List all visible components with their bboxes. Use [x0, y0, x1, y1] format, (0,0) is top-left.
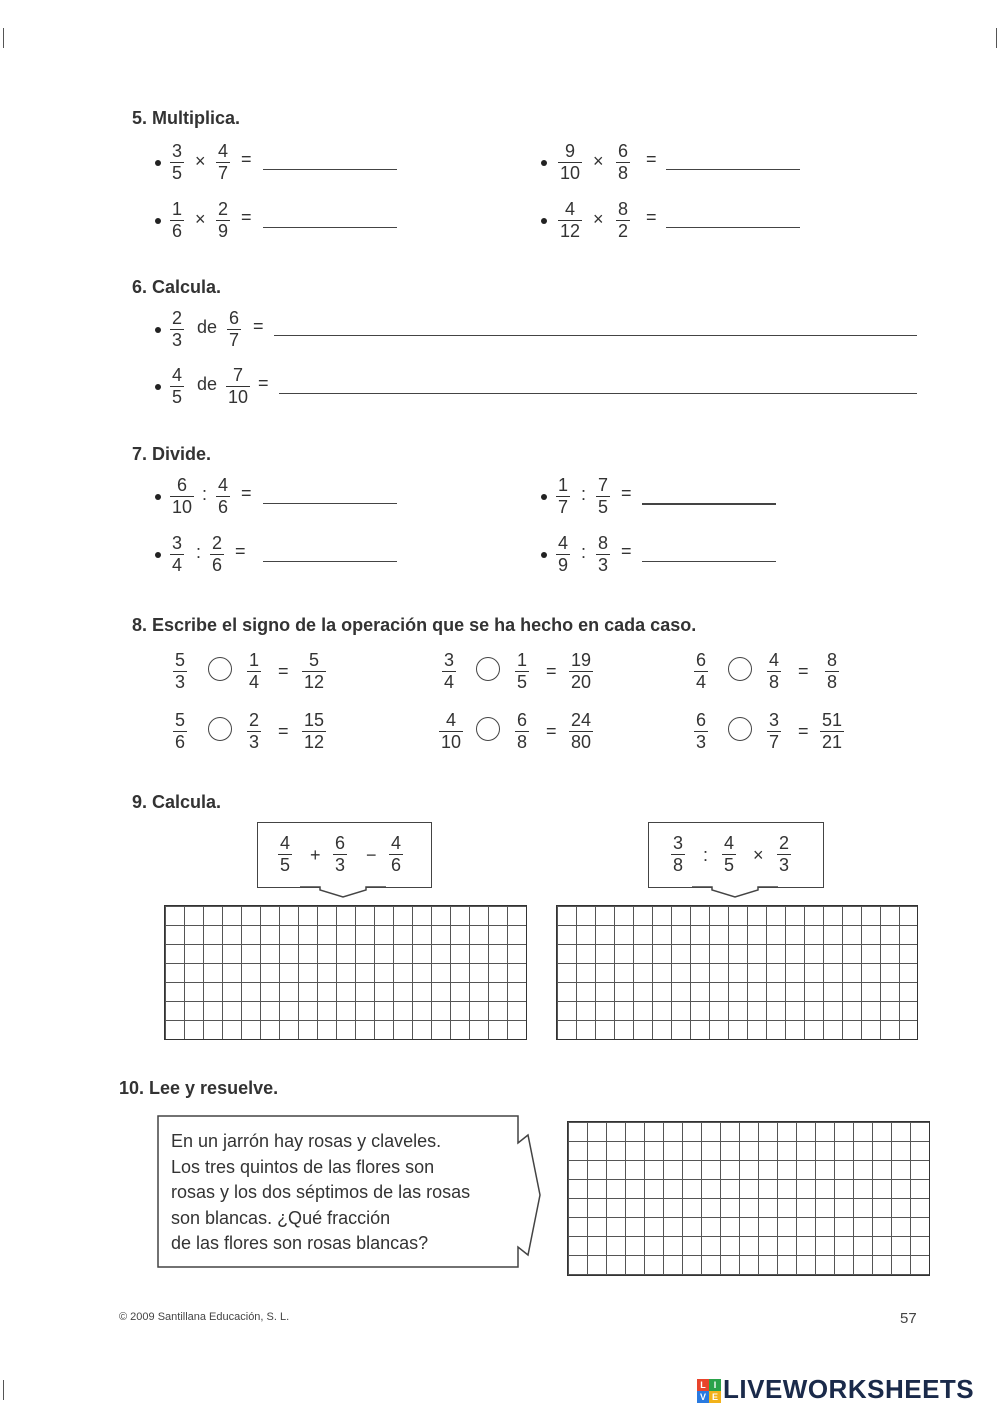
operator: de: [197, 317, 218, 337]
operator: :: [196, 542, 202, 562]
fraction: 4 9: [558, 533, 569, 576]
fraction: 4 10: [441, 710, 462, 753]
operator: ×: [593, 209, 604, 229]
fraction: 51 21: [822, 710, 843, 753]
brand-logo-icon: L I V E: [697, 1379, 721, 1403]
equals-sign: =: [546, 661, 557, 681]
fraction: 2 3: [249, 710, 260, 753]
fraction: 5 3: [175, 650, 186, 693]
fraction: 4 7: [218, 141, 229, 184]
equals-sign: =: [646, 149, 657, 169]
work-grid-left[interactable]: [164, 905, 527, 1040]
fraction: 4 12: [560, 199, 581, 242]
operator: +: [310, 845, 321, 865]
equals-sign: =: [621, 483, 632, 503]
fraction: 2 3: [172, 308, 183, 351]
fraction: 5 6: [175, 710, 186, 753]
answer-line[interactable]: [642, 503, 776, 505]
exercise-5-heading: 5. Multiplica.: [132, 108, 241, 128]
equals-sign: =: [241, 483, 252, 503]
problem-line: de las flores son rosas blancas?: [171, 1233, 429, 1253]
copyright: © 2009 Santillana Educación, S. L.: [119, 1311, 290, 1323]
exercise-7-heading: 7. Divide.: [132, 444, 212, 464]
fraction: 6 10: [172, 475, 193, 518]
operator: :: [202, 484, 208, 504]
operator: ×: [753, 845, 764, 865]
sign-circle[interactable]: [208, 657, 232, 681]
page-number: 57: [900, 1310, 917, 1327]
fraction: 15 12: [304, 710, 325, 753]
brand-name: LIVEWORKSHEETS: [723, 1374, 975, 1404]
answer-line[interactable]: [263, 227, 397, 228]
answer-line[interactable]: [642, 561, 776, 562]
fraction: 6 3: [696, 710, 707, 753]
fraction: 6 7: [229, 308, 240, 351]
sign-circle[interactable]: [728, 717, 752, 741]
fraction: 1 6: [172, 199, 183, 242]
bullet: [541, 218, 547, 224]
fraction: 3 5: [172, 141, 183, 184]
equals-sign: =: [798, 661, 809, 681]
operator: ×: [593, 151, 604, 171]
answer-line[interactable]: [666, 227, 800, 228]
fraction: 9 10: [560, 141, 581, 184]
fraction: 8 2: [618, 199, 629, 242]
sign-circle[interactable]: [208, 717, 232, 741]
exercise-6-heading: 6. Calcula.: [132, 277, 222, 297]
fraction: 3 7: [769, 710, 780, 753]
bullet: [155, 384, 161, 390]
fraction: 6 4: [696, 650, 707, 693]
answer-line[interactable]: [263, 561, 397, 562]
answer-line[interactable]: [274, 335, 917, 336]
problem-text: [171, 1129, 470, 1257]
crop-mark: [996, 28, 997, 48]
problem-line: rosas y los dos séptimos de las rosas: [171, 1182, 471, 1202]
fraction: 7 5: [598, 475, 609, 518]
equals-sign: =: [278, 661, 289, 681]
fraction: 3 4: [172, 533, 183, 576]
fraction: 7 10: [228, 365, 249, 408]
fraction: 6 8: [517, 710, 528, 753]
problem-line: En un jarrón hay rosas y claveles.: [171, 1131, 442, 1151]
operator: ×: [195, 151, 206, 171]
fraction: 19 20: [571, 650, 592, 693]
work-grid-problem[interactable]: [567, 1121, 930, 1276]
bullet: [541, 494, 547, 500]
fraction: 2 3: [779, 833, 790, 876]
operator: −: [366, 845, 377, 865]
fraction: 4 6: [391, 833, 402, 876]
operator: :: [581, 484, 587, 504]
bullet: [155, 494, 161, 500]
equals-sign: =: [241, 149, 252, 169]
exercise-9-heading: 9. Calcula.: [132, 792, 222, 812]
bullet: [155, 552, 161, 558]
bullet: [155, 327, 161, 333]
bullet: [155, 218, 161, 224]
fraction: 4 5: [724, 833, 735, 876]
sign-circle[interactable]: [728, 657, 752, 681]
equals-sign: =: [253, 316, 264, 336]
work-grid-right[interactable]: [556, 905, 918, 1040]
bullet: [541, 160, 547, 166]
exercise-10-heading: 10. Lee y resuelve.: [119, 1078, 279, 1098]
operator: ×: [195, 209, 206, 229]
equals-sign: =: [798, 721, 809, 741]
fraction: 5 12: [304, 650, 325, 693]
sign-circle[interactable]: [476, 657, 500, 681]
equals-sign: =: [621, 541, 632, 561]
equals-sign: =: [235, 541, 246, 561]
fraction: 4 8: [769, 650, 780, 693]
fraction: 4 6: [218, 475, 229, 518]
equals-sign: =: [278, 721, 289, 741]
fraction: 4 5: [280, 833, 291, 876]
answer-line[interactable]: [263, 169, 397, 170]
fraction: 3 4: [444, 650, 455, 693]
exercise-8-heading: 8. Escribe el signo de la operación que se ha hecho en cada caso.: [132, 615, 697, 635]
fraction: 6 8: [618, 141, 629, 184]
fraction: 1 4: [249, 650, 260, 693]
fraction: 6 3: [335, 833, 346, 876]
fraction: 1 7: [558, 475, 569, 518]
fraction: 3 8: [673, 833, 684, 876]
problem-line: son blancas. ¿Qué fracción: [171, 1207, 391, 1228]
fraction: 2 9: [218, 199, 229, 242]
answer-line[interactable]: [263, 503, 397, 504]
bullet: [155, 160, 161, 166]
answer-line[interactable]: [666, 169, 800, 170]
arrow-down-icon: [687, 884, 787, 902]
operator: de: [197, 374, 218, 394]
operator: :: [581, 542, 587, 562]
equals-sign: =: [258, 373, 269, 393]
fraction: 2 6: [212, 533, 223, 576]
bullet: [541, 552, 547, 558]
answer-line[interactable]: [279, 393, 917, 394]
crop-mark: [3, 28, 4, 48]
fraction: 8 3: [598, 533, 609, 576]
fraction: 24 80: [571, 710, 592, 753]
arrow-down-icon: [295, 884, 395, 902]
equals-sign: =: [646, 207, 657, 227]
crop-mark: [3, 1380, 4, 1400]
fraction: 4 5: [172, 365, 183, 408]
problem-line: Los tres quintos de las flores son: [171, 1156, 435, 1177]
operator: :: [703, 845, 709, 865]
fraction: 8 8: [827, 650, 838, 693]
equals-sign: =: [546, 721, 557, 741]
equals-sign: =: [241, 207, 252, 227]
fraction: 1 5: [517, 650, 528, 693]
sign-circle[interactable]: [476, 717, 500, 741]
